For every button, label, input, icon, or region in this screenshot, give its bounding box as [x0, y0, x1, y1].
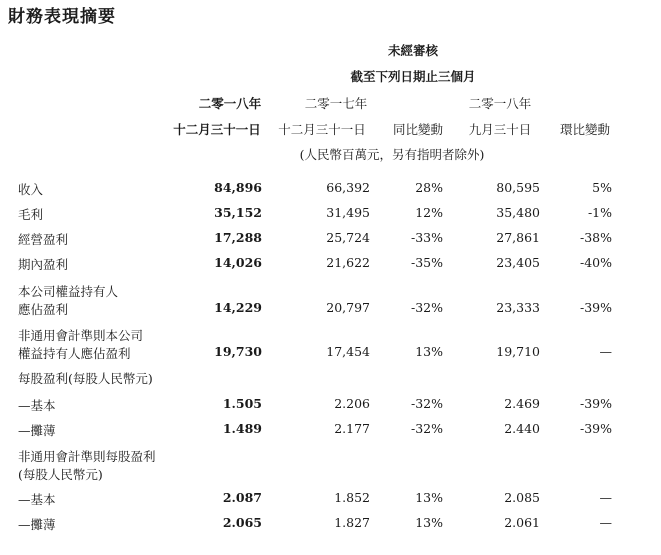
cell-col2: 21,622 [326, 255, 370, 270]
cell-col5: -40% [579, 255, 612, 270]
cell-col3: 12% [415, 205, 443, 220]
header-col4-year: 二零一八年 [468, 96, 532, 111]
cell-col4: 35,480 [496, 205, 540, 220]
row-label: 經營盈利 [18, 232, 69, 247]
header-col2-date: 十二月三十一日 [278, 122, 366, 137]
header-col5: 環比變動 [559, 122, 611, 137]
header-col3: 同比變動 [392, 122, 444, 137]
cell-col5: — [599, 490, 612, 505]
row-label: —基本 [18, 398, 56, 413]
header-col2-year: 二零一七年 [304, 96, 368, 111]
cell-col1: 2.087 [222, 490, 262, 505]
cell-col1: 14,229 [214, 300, 262, 315]
cell-col4: 2.440 [504, 421, 540, 436]
header-unaudited: 未經審核 [387, 43, 439, 58]
cell-col2: 17,454 [326, 344, 370, 359]
header-col1-date: 十二月三十一日 [173, 122, 261, 137]
cell-col1: 1.505 [222, 396, 262, 411]
row-label: 應佔盈利 [18, 302, 69, 317]
row-label: 非通用會計準則每股盈利 [18, 449, 156, 464]
cell-col1: 35,152 [214, 205, 262, 220]
cell-col4: 27,861 [496, 230, 540, 245]
cell-col2: 1.852 [334, 490, 370, 505]
cell-col5: -39% [579, 421, 612, 436]
cell-col4: 23,333 [496, 300, 540, 315]
row-label: 毛利 [18, 207, 44, 222]
cell-col1: 1.489 [222, 421, 262, 436]
header-period: 截至下列日期止三個月 [350, 69, 476, 84]
row-label: —攤薄 [18, 517, 56, 532]
cell-col4: 19,710 [496, 344, 540, 359]
row-label: 每股盈利(每股人民幣元) [18, 371, 153, 386]
cell-col3: -35% [410, 255, 443, 270]
row-label: —基本 [18, 492, 56, 507]
cell-col3: 28% [415, 180, 443, 195]
cell-col5: -38% [579, 230, 612, 245]
cell-col5: — [599, 344, 612, 359]
cell-col3: -32% [410, 421, 443, 436]
cell-col3: 13% [415, 344, 443, 359]
cell-col3: -32% [410, 300, 443, 315]
cell-col5: 5% [592, 180, 612, 195]
row-label: (每股人民幣元) [18, 467, 103, 482]
row-label: 本公司權益持有人 [18, 284, 119, 299]
cell-col1: 14,026 [214, 255, 262, 270]
cell-col2: 20,797 [326, 300, 370, 315]
cell-col2: 2.177 [334, 421, 370, 436]
header-col4-date: 九月三十日 [468, 122, 532, 137]
cell-col3: 13% [415, 490, 443, 505]
cell-col1: 84,896 [214, 180, 262, 195]
row-label: —攤薄 [18, 423, 56, 438]
cell-col4: 2.469 [504, 396, 540, 411]
cell-col4: 2.061 [504, 515, 540, 530]
cell-col1: 19,730 [214, 344, 262, 359]
cell-col2: 25,724 [326, 230, 370, 245]
row-label: 收入 [18, 182, 44, 197]
cell-col3: -32% [410, 396, 443, 411]
row-label: 非通用會計準則本公司 [18, 328, 144, 343]
cell-col2: 1.827 [334, 515, 370, 530]
cell-col2: 2.206 [334, 396, 370, 411]
cell-col2: 66,392 [326, 180, 370, 195]
cell-col1: 2.065 [222, 515, 262, 530]
row-label: 期內盈利 [18, 257, 69, 272]
row-label: 權益持有人應佔盈利 [18, 346, 131, 361]
cell-col5: -39% [579, 396, 612, 411]
header-unit: (人民幣百萬元，另有指明者除外) [299, 147, 485, 162]
cell-col1: 17,288 [214, 230, 262, 245]
cell-col3: 13% [415, 515, 443, 530]
cell-col4: 80,595 [496, 180, 540, 195]
header-col1-year: 二零一八年 [198, 96, 262, 111]
cell-col5: -1% [587, 205, 612, 220]
cell-col3: -33% [410, 230, 443, 245]
cell-col2: 31,495 [326, 205, 370, 220]
cell-col5: -39% [579, 300, 612, 315]
cell-col5: — [599, 515, 612, 530]
page-title: 財務表現摘要 [8, 7, 116, 27]
cell-col4: 23,405 [496, 255, 540, 270]
cell-col4: 2.085 [504, 490, 540, 505]
